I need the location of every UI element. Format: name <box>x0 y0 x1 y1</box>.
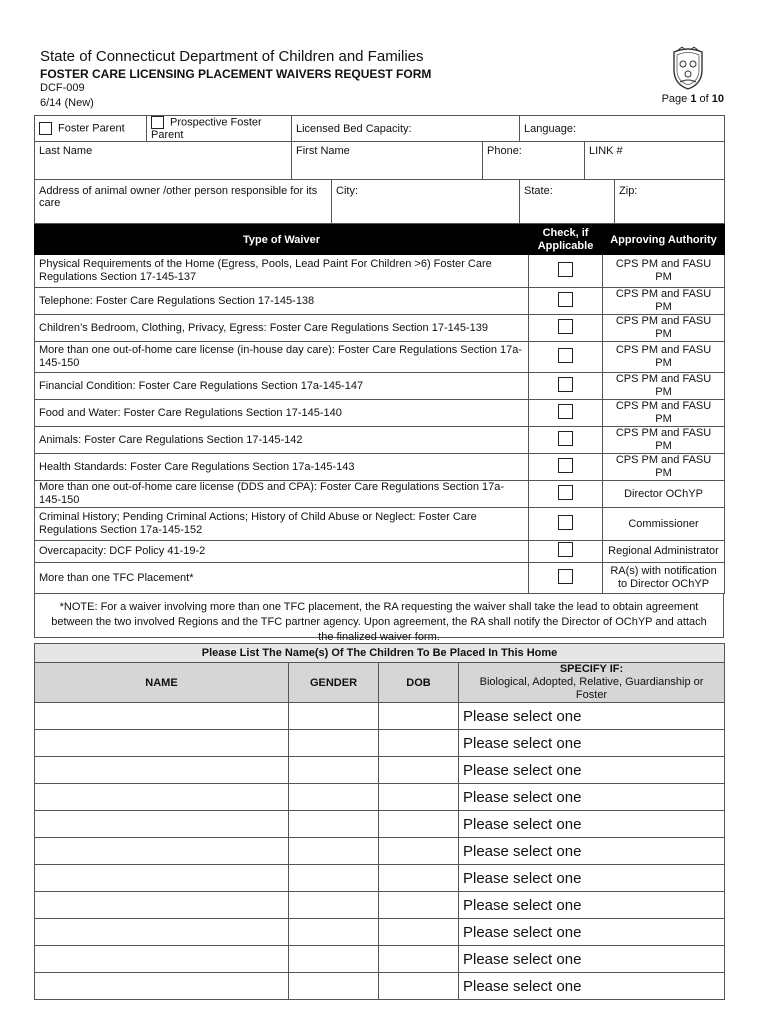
child-dob-input[interactable] <box>379 784 459 811</box>
waiver-row <box>35 454 725 481</box>
waiver-check-cell <box>529 288 603 315</box>
col-gender: GENDER <box>289 663 379 703</box>
waiver-row <box>35 563 725 594</box>
child-gender-input[interactable] <box>289 865 379 892</box>
address-label: Address of animal owner /other person responsible for its care <box>39 185 318 209</box>
licensed-bed-capacity-label: Licensed Bed Capacity: <box>296 122 412 135</box>
city-field[interactable] <box>332 180 520 224</box>
child-row <box>35 703 725 730</box>
child-row <box>35 838 725 865</box>
foster-parent-label: Foster Parent <box>58 122 125 135</box>
child-dob-input[interactable] <box>379 865 459 892</box>
child-gender-input[interactable] <box>289 811 379 838</box>
page-current: 1 <box>690 93 697 105</box>
waiver-checkbox[interactable] <box>558 515 573 530</box>
link-label: LINK # <box>589 145 623 157</box>
waiver-row <box>35 288 725 315</box>
child-name-input[interactable] <box>35 946 289 973</box>
page-prefix: Page <box>661 93 691 105</box>
child-relationship-select[interactable]: Please select one <box>459 703 725 730</box>
approving-authority: CPS PM and FASU PM <box>603 454 725 481</box>
waiver-row <box>35 541 725 563</box>
child-name-input[interactable] <box>35 730 289 757</box>
prospective-foster-parent-label: Prospective Foster Parent <box>151 116 262 141</box>
waiver-check-cell <box>529 255 603 288</box>
child-gender-input[interactable] <box>289 973 379 1000</box>
waiver-type: More than one TFC Placement* <box>35 563 529 594</box>
child-dob-input[interactable] <box>379 919 459 946</box>
waiver-check-cell <box>529 315 603 342</box>
child-dob-input[interactable] <box>379 730 459 757</box>
prospective-foster-parent-checkbox[interactable] <box>151 116 164 129</box>
form-title: FOSTER CARE LICENSING PLACEMENT WAIVERS REQUEST FORM <box>40 67 432 81</box>
child-dob-input[interactable] <box>379 946 459 973</box>
child-dob-input[interactable] <box>379 838 459 865</box>
col-specify <box>459 663 725 703</box>
child-row <box>35 973 725 1000</box>
approving-authority: CPS PM and FASU PM <box>603 288 725 315</box>
form-body <box>34 115 724 1000</box>
form-version: 6/14 (New) <box>40 97 94 109</box>
waiver-checkbox[interactable] <box>558 404 573 419</box>
col-dob: DOB <box>379 663 459 703</box>
address-field[interactable] <box>35 180 332 224</box>
child-gender-input[interactable] <box>289 703 379 730</box>
waiver-check-cell <box>529 508 603 541</box>
child-gender-input[interactable] <box>289 946 379 973</box>
child-gender-input[interactable] <box>289 919 379 946</box>
child-name-input[interactable] <box>35 973 289 1000</box>
approving-authority: CPS PM and FASU PM <box>603 400 725 427</box>
child-relationship-select[interactable]: Please select one <box>459 811 725 838</box>
children-table <box>34 643 725 1000</box>
last-name-label: Last Name <box>39 145 93 157</box>
waiver-type: Telephone: Foster Care Regulations Section 17-145-138 <box>35 288 529 315</box>
waiver-table <box>34 224 725 594</box>
link-field[interactable] <box>585 142 725 180</box>
approving-authority: CPS PM and FASU PM <box>603 373 725 400</box>
waiver-check-cell <box>529 454 603 481</box>
waiver-type: Animals: Foster Care Regulations Section 17-145-142 <box>35 427 529 454</box>
children-section-title: Please List The Name(s) Of The Children To Be Placed In This Home <box>35 644 725 663</box>
child-name-input[interactable] <box>35 919 289 946</box>
child-relationship-select[interactable]: Please select one <box>459 757 725 784</box>
child-relationship-select[interactable]: Please select one <box>459 892 725 919</box>
waiver-row <box>35 373 725 400</box>
child-row <box>35 865 725 892</box>
col-check-if-applicable: Check, if Applicable <box>529 225 603 255</box>
waiver-check-cell <box>529 541 603 563</box>
waiver-check-cell <box>529 400 603 427</box>
col-specify-label: SPECIFY IF: <box>559 663 624 675</box>
page-of: of <box>696 93 712 105</box>
agency-name: State of Connecticut Department of Children and Families <box>40 48 424 65</box>
child-gender-input[interactable] <box>289 838 379 865</box>
approving-authority: Regional Administrator <box>603 541 725 563</box>
child-row <box>35 946 725 973</box>
child-relationship-select[interactable]: Please select one <box>459 946 725 973</box>
prospective-foster-parent-option[interactable] <box>147 116 292 142</box>
waiver-checkbox[interactable] <box>558 431 573 446</box>
city-label: City: <box>336 185 358 197</box>
waiver-row <box>35 427 725 454</box>
child-row <box>35 892 725 919</box>
waiver-type: More than one out-of-home care license (DDS and CPA): Foster Care Regulations Section 17a-145-150 <box>35 481 529 508</box>
licensed-bed-capacity-field[interactable] <box>292 116 520 142</box>
child-row <box>35 730 725 757</box>
page-total: 10 <box>711 93 724 105</box>
approving-authority: Commissioner <box>603 508 725 541</box>
waiver-checkbox[interactable] <box>558 377 573 392</box>
waiver-check-cell <box>529 427 603 454</box>
waiver-checkbox[interactable] <box>558 262 573 277</box>
child-row <box>35 811 725 838</box>
waiver-check-cell <box>529 481 603 508</box>
child-relationship-select[interactable]: Please select one <box>459 919 725 946</box>
child-name-input[interactable] <box>35 757 289 784</box>
waiver-type: Food and Water: Foster Care Regulations Section 17-145-140 <box>35 400 529 427</box>
approving-authority: CPS PM and FASU PM <box>603 427 725 454</box>
child-relationship-select[interactable]: Please select one <box>459 730 725 757</box>
child-name-input[interactable] <box>35 703 289 730</box>
col-type-of-waiver: Type of Waiver <box>35 225 529 255</box>
waiver-check-cell <box>529 373 603 400</box>
zip-label: Zip: <box>619 185 638 197</box>
child-relationship-select[interactable]: Please select one <box>459 865 725 892</box>
child-name-input[interactable] <box>35 838 289 865</box>
col-specify-sub: Biological, Adopted, Relative, Guardianship or Foster <box>479 676 704 701</box>
child-relationship-select[interactable]: Please select one <box>459 838 725 865</box>
waiver-row <box>35 255 725 288</box>
language-label: Language: <box>524 122 577 135</box>
child-gender-input[interactable] <box>289 784 379 811</box>
waiver-type: More than one out-of-home care license (in-house day care): Foster Care Regulations Section 17a-145-150 <box>35 342 529 373</box>
state-label: State: <box>524 185 553 197</box>
child-dob-input[interactable] <box>379 973 459 1000</box>
foster-parent-checkbox[interactable] <box>39 122 52 135</box>
waiver-checkbox[interactable] <box>558 542 573 557</box>
waiver-check-cell <box>529 563 603 594</box>
applicant-info-table <box>34 115 725 224</box>
approving-authority: Director OChYP <box>603 481 725 508</box>
waiver-row <box>35 400 725 427</box>
col-approving-authority: Approving Authority <box>603 225 725 255</box>
waiver-row <box>35 508 725 541</box>
child-gender-input[interactable] <box>289 757 379 784</box>
approving-authority: CPS PM and FASU PM <box>603 255 725 288</box>
child-name-input[interactable] <box>35 811 289 838</box>
child-dob-input[interactable] <box>379 757 459 784</box>
child-relationship-select[interactable]: Please select one <box>459 973 725 1000</box>
phone-field[interactable] <box>483 142 585 180</box>
tfc-note: *NOTE: For a waiver involving more than one TFC placement, the RA requesting the waiver shall take the lead to obtain agreement between the two involved Regions and the TFC partner agency. Upon agreement, the RA shall notify the Director of OChYP and attach the finalized waiver form. <box>34 594 724 638</box>
page-number <box>662 93 724 105</box>
waiver-checkbox[interactable] <box>558 348 573 363</box>
approving-authority: RA(s) with notification to Director OChYP <box>603 563 725 594</box>
child-gender-input[interactable] <box>289 730 379 757</box>
waiver-type: Criminal History; Pending Criminal Actions; History of Child Abuse or Neglect: Foster Care Regulations Section 17a-145-152 <box>35 508 529 541</box>
child-dob-input[interactable] <box>379 892 459 919</box>
child-name-input[interactable] <box>35 784 289 811</box>
zip-field[interactable] <box>615 180 725 224</box>
child-gender-input[interactable] <box>289 892 379 919</box>
child-name-input[interactable] <box>35 865 289 892</box>
waiver-checkbox[interactable] <box>558 485 573 500</box>
waiver-type: Health Standards: Foster Care Regulations Section 17a-145-143 <box>35 454 529 481</box>
state-seal-icon <box>668 46 708 90</box>
foster-parent-option[interactable] <box>35 116 147 142</box>
waiver-type: Overcapacity: DCF Policy 41-19-2 <box>35 541 529 563</box>
waiver-checkbox[interactable] <box>558 569 573 584</box>
waiver-row <box>35 342 725 373</box>
last-name-field[interactable] <box>35 142 292 180</box>
waiver-row <box>35 315 725 342</box>
first-name-field[interactable] <box>292 142 483 180</box>
waiver-checkbox[interactable] <box>558 458 573 473</box>
first-name-label: First Name <box>296 145 350 157</box>
waiver-check-cell <box>529 342 603 373</box>
child-name-input[interactable] <box>35 892 289 919</box>
waiver-checkbox[interactable] <box>558 319 573 334</box>
child-row <box>35 919 725 946</box>
child-relationship-select[interactable]: Please select one <box>459 784 725 811</box>
waiver-type: Financial Condition: Foster Care Regulations Section 17a-145-147 <box>35 373 529 400</box>
child-row <box>35 784 725 811</box>
waiver-row <box>35 481 725 508</box>
form-code: DCF-009 <box>40 82 85 94</box>
col-name: NAME <box>35 663 289 703</box>
waiver-type: Physical Requirements of the Home (Egress, Pools, Lead Paint For Children >6) Foster Care Regulations Section 17-145-137 <box>35 255 529 288</box>
language-field[interactable] <box>520 116 725 142</box>
approving-authority: CPS PM and FASU PM <box>603 315 725 342</box>
waiver-checkbox[interactable] <box>558 292 573 307</box>
child-dob-input[interactable] <box>379 811 459 838</box>
state-field[interactable] <box>520 180 615 224</box>
waiver-type: Children’s Bedroom, Clothing, Privacy, Egress: Foster Care Regulations Section 17-145-139 <box>35 315 529 342</box>
approving-authority: CPS PM and FASU PM <box>603 342 725 373</box>
child-dob-input[interactable] <box>379 703 459 730</box>
child-row <box>35 757 725 784</box>
phone-label: Phone: <box>487 145 522 157</box>
